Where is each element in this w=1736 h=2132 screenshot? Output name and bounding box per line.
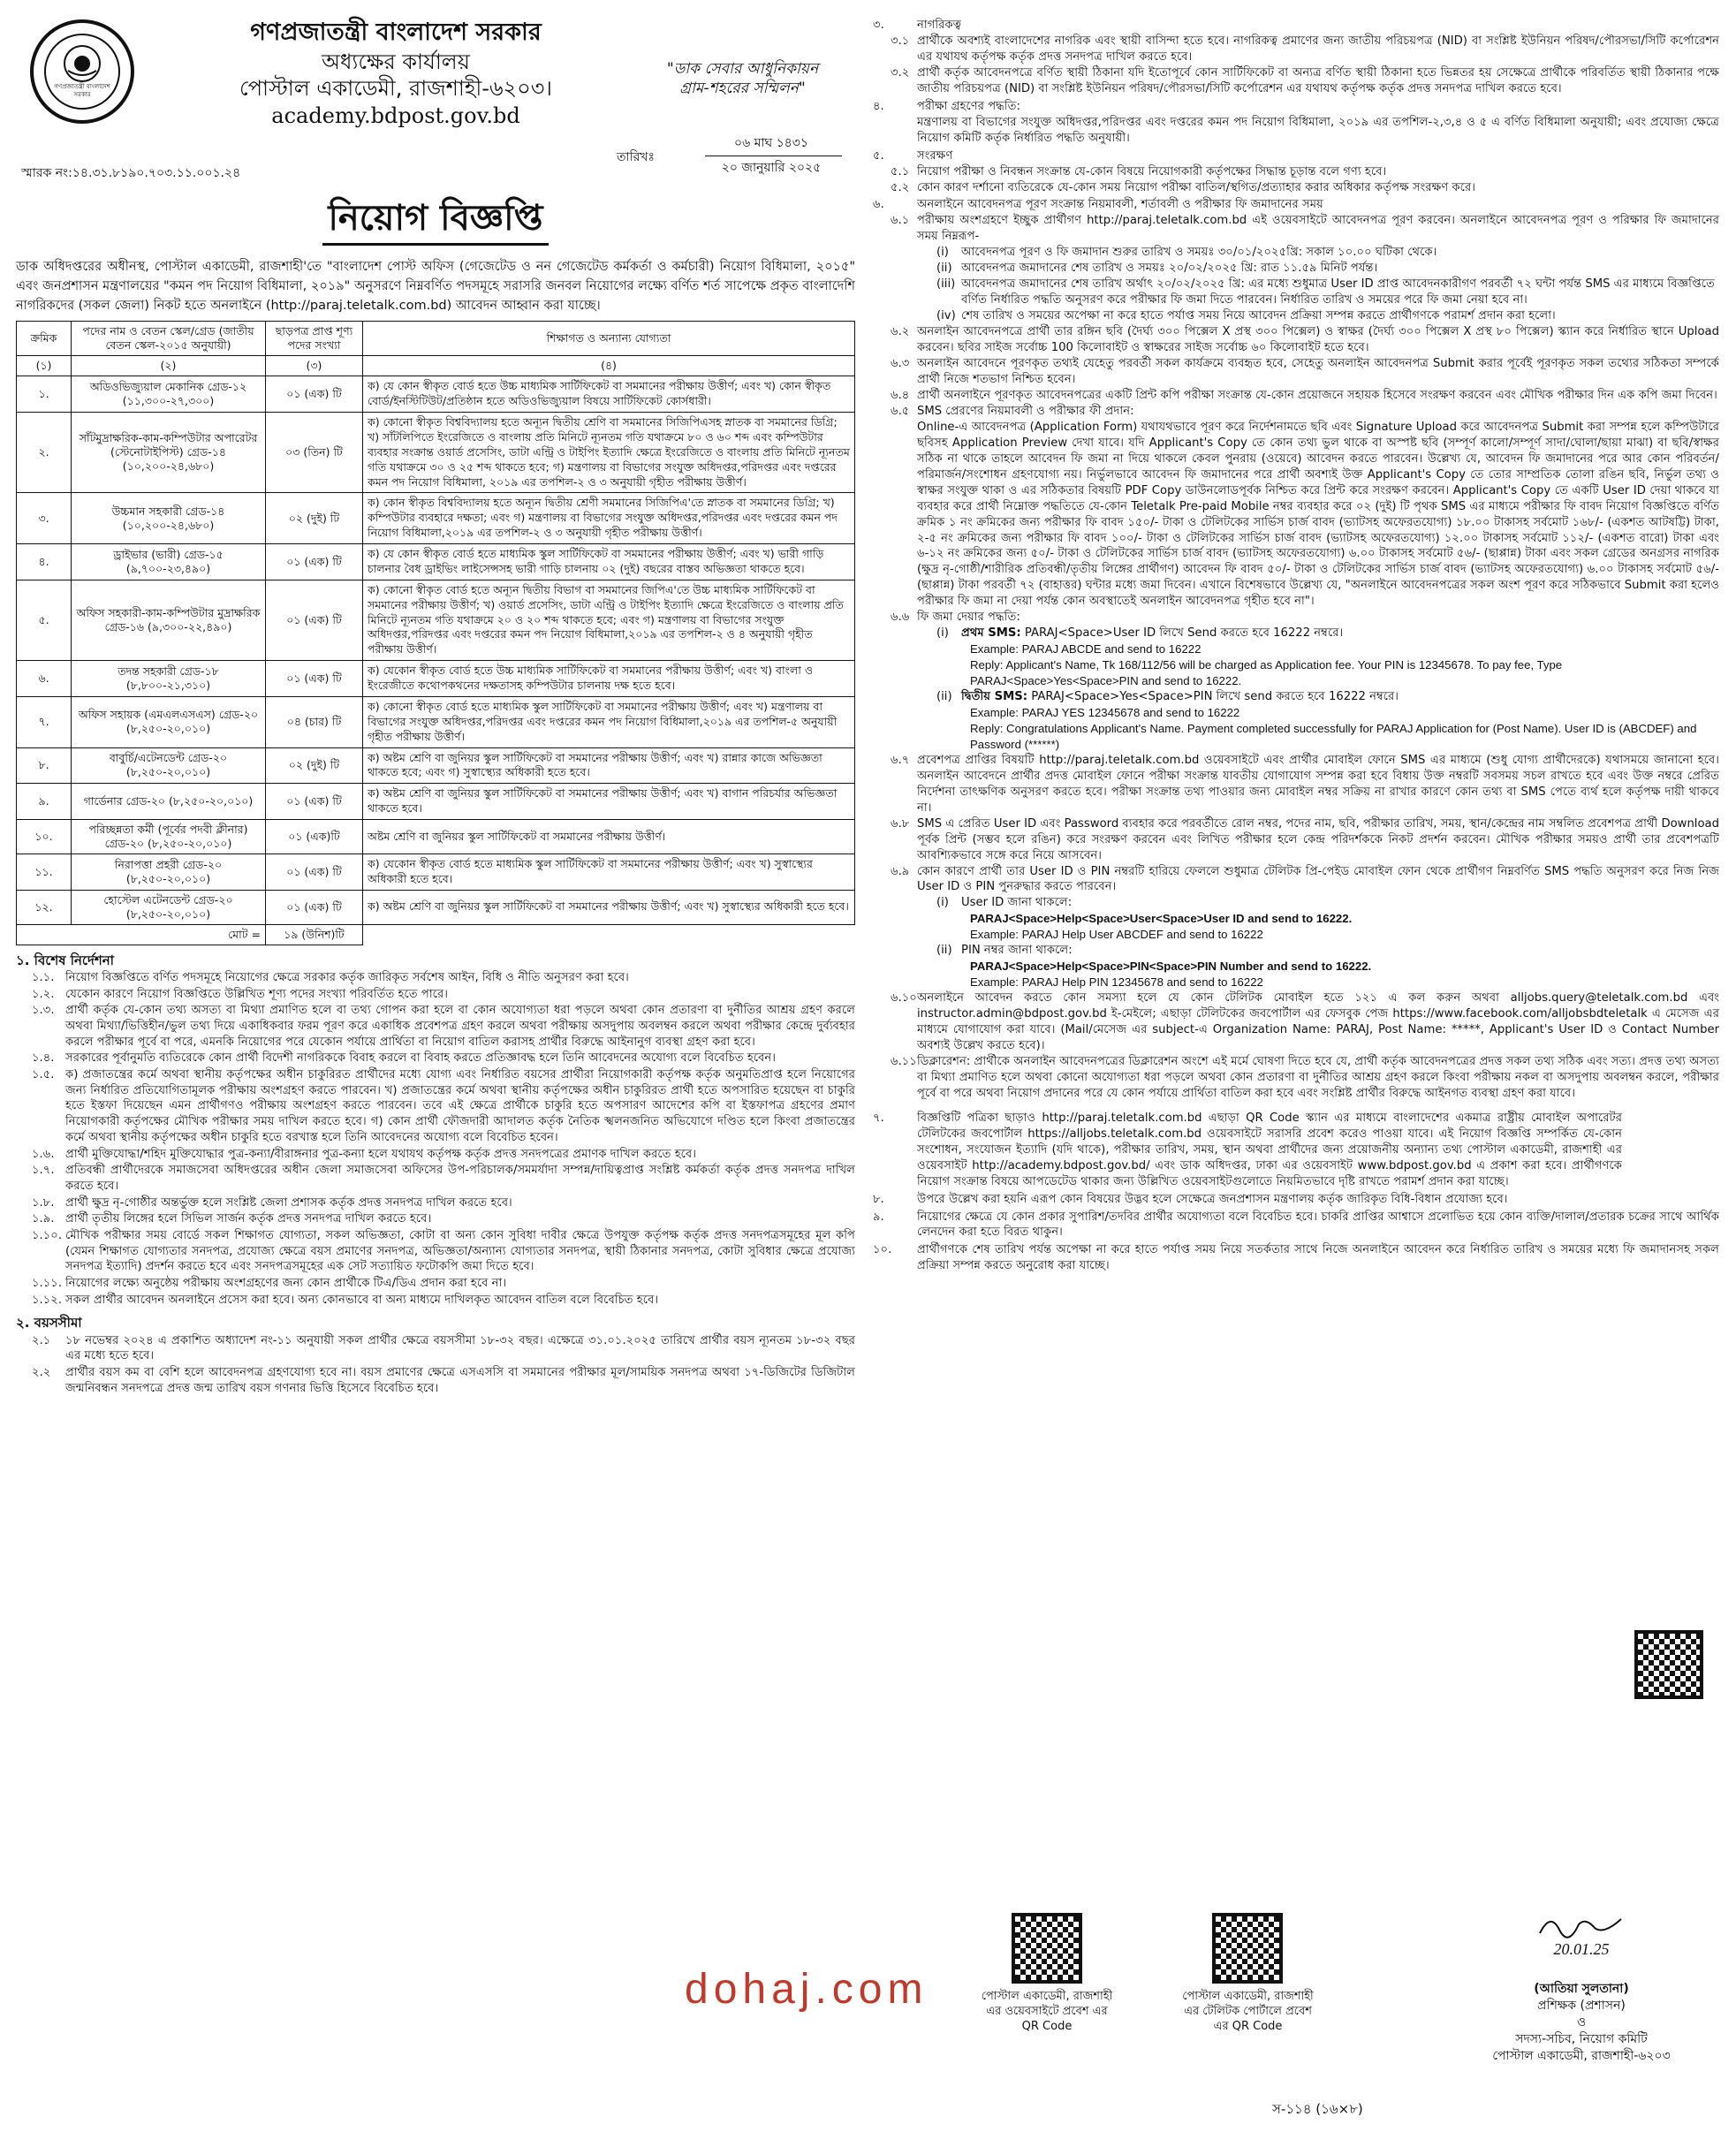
section-7: ৭. বিজ্ঞপ্তিটি পত্রিকা ছাড়াও http://paraj.teletalk.com.bd এছাড়া QR Code স্ক্যান এর মাধ্যমে বাংলাদেশের একমাত্র রাষ্ট্রীয় মোবাইল অপারেটর টেলিটকের জবপোর্টাল https://alljobs.teletalk.com.bd ওয়েবসাইটে সরাসরি প্রবেশ করেও পাওয়া যাবে। এই নিয়োগ বিজ্ঞপ্তি সম্পর্কিত যে-কোন সংশোধন, সংযোজন ইত্যাদি (যদি থাকে), পরীক্ষার তারিখ, সময়, স্থান অথবা প্রার্থীদের জন্য প্রয়োজনীয় অন্যান্য তথ্য পোস্টাল একাডেমী, রাজশাহী এর ওয়েবসাইট http://academy.bdpost.gov.bd/ এবং ডাক অধিদপ্তর, ঢাকা এর ওয়েবসাইট www.bdpost.gov.bd এ প্রকাশ করা হবে। প্রার্থীগণকে নিয়োগ সংক্রান্ত বিষয়ে আপডেটেড থাকার জন্য উল্লিখিত ওয়েবসাইটগুলোতে নিয়মিতভাবে দৃষ্টি রাখতে পরামর্শ প্রদান করা যাচ্ছে। bbox=[873, 1111, 1622, 1188]
sms-1-reply: Reply: Applicant's Name, Tk 168/112/56 will be charged as Application fee. Your PIN is 12345678. To pay fee, Type PARAJ<Space>Yes<Space>PIN and send to 16222. bbox=[970, 658, 1563, 688]
section-8: ৮. উপরে উল্লেখ করা হয়নি এরূপ কোন বিষয়ের উদ্ভব হলে সেক্ষেত্রে জনপ্রশাসন মন্ত্রণালয় কর্তৃক জারিকৃত বিধি-বিধান প্রযোজ্য হবে। bbox=[873, 1192, 1508, 1206]
list-item: (iii) আবেদনপত্র জমাদানের শেষ তারিখ অর্থাৎ ২০/০২/২০২৫ খ্রি: এর মধ্যে শুধুমাত্র User ID প্রাপ্ত আবেদনকারীগণ পরবর্তী ৭২ ঘন্টা পর্যন্ত SMS এর মাধ্যমে বিজ্ঞপ্তিতে বর্ণিত নির্ধারিত পদ্ধতি অনুসরণ করে পরীক্ষার ফি জমা দিতে পারবেন। নির্ধারিত তারিখ ও সময়ের পরে ফি জমা নেয়া হবে না। bbox=[936, 277, 1715, 307]
section-1-list bbox=[16, 970, 855, 1308]
cell-count: ০১ (এক) টি bbox=[266, 661, 363, 697]
cell-serial: ১০. bbox=[17, 820, 72, 854]
section-6-11: ৬.১১ ডিক্লারেশন: প্রার্থীকে অনলাইন আবেদনপত্রের ডিক্লারেশন অংশে এই মর্মে ঘোষণা দিতে হবে যে, প্রার্থী কর্তৃক আবেদনপত্রের প্রদত্ত সকল তথ্য সঠিক এবং সত্য। প্রদত্ত তথ্য অসত্য বা মিথ্যা প্রমাণিত হলে অথবা কোনো অযোগ্যতা ধরা পড়লে অথবা কোন প্রতারণা বা দুর্নীতির আশ্রয় গ্রহণ করলে কিংবা পরীক্ষায় নকল বা অসদুপায় অবলম্বন করলে, পরীক্ষার পূর্বে বা পরে অথবা নিয়োগ প্রদানের পরে যে কোন পর্যায়ে প্রার্থিতা বাতিল করা হবে এবং সংশ্লিষ্ট প্রার্থীর বিরুদ্ধে আইনগত ব্যবস্থা গ্রহণ করা যাবে। bbox=[891, 1054, 1719, 1100]
cell-serial: ১. bbox=[17, 376, 72, 413]
list-item: ৫.২ কোন কারণ দর্শানো ব্যতিরেকে যে-কোন সময় নিয়োগ পরীক্ষা বাতিল/স্থগিত/প্রত্যাহার করার অধিকার কর্তৃপক্ষ সংরক্ষণ করে। bbox=[891, 180, 1475, 194]
cell-qualification: ক) কোন স্বীকৃত বিশ্ববিদ্যালয় হতে অন্যূন দ্বিতীয় শ্রেণী সমমানের সিজিপিএ'তে স্নাতক বা সমমানের ডিগ্রি; খ) কম্পিউটার ব্যবহারে দক্ষতা; এবং গ) মন্ত্রণালয় বা বিভাগের সংযুক্ত অধিদপ্তর,পরিদপ্তর এবং দপ্তরের কমন পদ নিয়োগ বিধিমালা,২০১৯ এর তপশিল-২ ও ৩ অনুযায়ী গৃহীত পরীক্ষায় উত্তীর্ণ। bbox=[363, 493, 855, 544]
list-item: ১.৭. প্রতিবন্ধী প্রার্থীদেরকে সমাজসেবা অধিদপ্তরের অধীন জেলা সমাজসেবা অফিসের উপ-পরিচালক/সমমর্যাদা সম্পন্ন/দায়িত্বপ্রাপ্ত সংশ্লিষ্ট কর্মকর্তা কর্তৃক প্রদত্ত সনদপত্র দাখিল করতে হবে। bbox=[32, 1164, 855, 1193]
col-header-post: পদের নাম ও বেতন স্কেল/গ্রেড (জাতীয় বেতন স্কেল-২০১৫ অনুযায়ী) bbox=[72, 322, 266, 356]
signature-block: 20.01.25 (আতিয়া সুলতানা) প্রশিক্ষক (প্রশাসন) ও সদস্য-সচিব, নিয়োগ কমিটি পোস্টাল একাডেমী, রাজশাহী-৬২০৩ bbox=[1449, 1908, 1714, 2065]
cell-post: উচ্চমান সহকারী গ্রেড-১৪ (১০,২০০-২৪,৬৮০) bbox=[72, 493, 266, 544]
posts-table: ক্রমিক পদের নাম ও বেতন স্কেল/গ্রেড (জাতীয় বেতন স্কেল-২০১৫ অনুযায়ী) ছাড়পত্র প্রাপ্ত শূণ্য পদের সংখ্যা শিক্ষাগত ও অন্যান্য যোগ্যতা (১) (২) (৩) (৪) ১. অডিওভিজ্যুয়াল মেকানিক গ্রেড-১২ (১১,৩০০-২৭,৩০০) ০১ (এক) টি ক) যে কোন স্বীকৃত বোর্ড হতে উচ্চ মাধ্যমিক সার্টিফিকেট বা সমমানের পরীক্ষায় উত্তীর্ণ; এবং খ) কোন স্বীকৃত বোর্ড/ইনস্টিটিউট/প্রতিষ্ঠান হতে অডিওভিজ্যুয়াল বিষয়ে সার্টিফিকেট কোর্সধারী। ২. সাঁটমুদ্রাক্ষরিক-কাম-কম্পিউটার অপারেটর (স্টেনোটাইপিস্ট) গ্রেড-১৪ (১০,২০০-২৪,৬৮০) ০৩ (তিন) টি ক) কোনো স্বীকৃত বিশ্ববিদ্যালয় হতে অন্যূন দ্বিতীয় শ্রেণি বা সমমানের সিজিপিএসহ স্নাতক বা সমমানের ডিগ্রি; খ) সাঁটলিপিতে ইংরেজিতে ও বাংলায় প্রতি মিনিটে ন্যূনতম গতি যথাক্রমে ৮০ ও ৬০ শব্দ এবং কম্পিউটার ব্যবহার সংক্রান্ত ওয়ার্ড প্রসেসিং, ডাটা এন্ট্রি ও টাইপিং ইত্যাদি ক্ষেত্রে ইংরেজিতে ও বাংলায় প্রতি মিনিটে ন্যূনতম গতি যথাক্রমে ৩০ ও ২৫ শব্দ থাকতে হবে; গ) মন্ত্রণালয় বা বিভাগের সংযুক্ত অধিদপ্তর,পরিদপ্তর এবং দপ্তরের কমন পদ নিয়োগ বিধিমালা, ২০১৯ এর তপশিল-২ ও ৩ অনুযায়ী গৃহীত পরীক্ষায় উত্তীর্ণ। ৩. উচ্চমান সহকারী গ্রেড-১৪ (১০,২০০-২৪,৬৮০) ০২ (দুই) টি ক) কোন স্বীকৃত বিশ্ববিদ্যালয় হতে অন্যূন দ্বিতীয় শ্রেণী সমমানের সিজিপিএ'তে স্নাতক বা সমমানের ডিগ্রি; খ) কম্পিউটার ব্যবহারে দক্ষতা; এবং গ) মন্ত্রণালয় বা বিভাগের সংযুক্ত অধিদপ্তর,পরিদপ্তর এবং দপ্তরের কমন পদ নিয়োগ বিধিমালা,২০১৯ এর তপশিল-২ ও ৩ অনুযায়ী গৃহীত পরীক্ষায় উত্তীর্ণ। ৪. ড্রাইভার (ভারী) গ্রেড-১৫ (৯,৭০০-২৩,৪৯০) ০১ (এক) টি ক) যে কোন স্বীকৃত বোর্ড হতে মাধ্যমিক স্কুল সার্টিফিকেট বা সমমানের পরীক্ষায় উত্তীর্ণ; এবং খ) ভারী গাড়ি চালনার বৈধ ড্রাইভিং লাইসেন্সসহ ভারী গাড়ি চালনায় ০২ (দুই) বছরের বাস্তব অভিজ্ঞতা থাকতে হবে। ৫. অফিস সহকারী-কাম-কম্পিউটার মুদ্রাক্ষরিক গ্রেড-১৬ (৯,৩০০-২২,৪৯০) ০১ (এক) টি ক) কোনো স্বীকৃত বোর্ড হতে অন্যূন দ্বিতীয় বিভাগ বা সমমানের জিপিএ'তে উচ্চ মাধ্যমিক সার্টিফিকেট বা সমমানের পরীক্ষায় উত্তীর্ণ; খ) ওয়ার্ড প্রসেসিং, ডাটা এন্ট্রি ও টাইপিং ইত্যাদি ক্ষেত্রে ইংরেজিতে ও বাংলায় প্রতি মিনিটে ন্যূনতম গতি যথাক্রমে ২০ ও ২০ শব্দ থাকতে হবে; এবং গ) মন্ত্রণালয় বা বিভাগের সংযুক্ত অধিদপ্তর,পরিদপ্তর এবং দপ্তরের কমন পদ নিয়োগ বিধিমালা,২০১৯ এর তপশিল-২ ও ৪ অনুযায়ী গৃহীত পরীক্ষায় উত্তীর্ণ। ৬. তদন্ত সহকারী গ্রেড-১৮ (৮,৮০০-২১,৩১০) ০১ (এক) টি ক) যেকোন স্বীকৃত বোর্ড হতে উচ্চ মাধ্যমিক সার্টিফিকেট বা সমমানের পরীক্ষায় উত্তীর্ণ; এবং খ) বাংলা ও ইংরেজীতে কথোপকথনের দক্ষতাসহ কম্পিউটার চালনায় দক্ষ হতে হবে। ৭. অফিস সহায়ক (এমএলএসএস) গ্রেড-২০ (৮,২৫০-২০,০১০) ০৪ (চার) টি ক) কোনো স্বীকৃত বোর্ড হতে মাধ্যমিক স্কুল সার্টিফিকেট বা সমমানের পরীক্ষায় উত্তীর্ণ; এবং খ) মন্ত্রণালয় বা বিভাগের সংযুক্ত অধিদপ্তর,পরিদপ্তর এবং দপ্তরের কমন পদ নিয়োগ বিধিমালা,২০১৯ এর তপশিল-৫ অনুযায়ী গৃহীত পরীক্ষায় উত্তীর্ণ। ৮. বাবুর্চি/এটেনডেন্ট গ্রেড-২০ (৮,২৫০-২০,০১০) ০২ (দুই) টি ক) অষ্টম শ্রেণি বা জুনিয়র স্কুল সার্টিফিকেট বা সমমানের পরীক্ষায় উত্তীর্ণ; এবং খ) রান্নার কাজে অভিজ্ঞতা থাকতে হবে; এবং গ) সুস্বাস্থ্যের অধিকারী হতে হবে। ৯. গার্ডেনার গ্রেড-২০ (৮,২৫০-২০,০১০) ০১ (এক) টি ক) অষ্টম শ্রেণি বা জুনিয়র স্কুল সার্টিফিকেট বা সমমানের পরীক্ষায় উত্তীর্ণ; এবং খ) বাগান পরিচর্যার অভিজ্ঞতা থাকতে হবে। ১০. পরিচ্ছন্নতা কর্মী (পূর্বের পদবী ক্লীনার) গ্রেড-২০ (৮,২৫০-২০,০১০) ০১ (এক)টি অষ্টম শ্রেণি বা জুনিয়র স্কুল সার্টিফিকেট বা সমমানের পরীক্ষায় উত্তীর্ণ। ১১. নিরাপত্তা প্রহরী গ্রেড-২০ (৮,২৫০-২০,০১০) ০১ (এক) টি ক) যেকোন স্বীকৃত বোর্ড হতে মাধ্যমিক স্কুল সার্টিফিকেট বা সমমানের পরীক্ষায় উত্তীর্ণ; এবং খ) সুস্বাস্থ্যের অধিকারী হতে হবে। ১২. হোস্টেল এটেনডেন্ট গ্রেড-২০ (৮,২৫০-২০,০১০) ০১ (এক) টি ক) অষ্টম শ্রেণি বা জুনিয়র স্কুল সার্টিফিকেট বা সমমানের পরীক্ষায় উত্তীর্ণ; এবং খ) সুস্বাস্থ্যের অধিকারী হতে হবে। মোট = ১৯ (উনিশ)টি bbox=[16, 321, 855, 945]
cell-serial: ১১. bbox=[17, 854, 72, 891]
cell-qualification: ক) যে কোন স্বীকৃত বোর্ড হতে উচ্চ মাধ্যমিক সার্টিফিকেট বা সমমানের পরীক্ষায় উত্তীর্ণ; এবং খ) কোন স্বীকৃত বোর্ড/ইনস্টিটিউট/প্রতিষ্ঠান হতে অডিওভিজ্যুয়াল বিষয়ে সার্টিফিকেট কোর্সধারী। bbox=[363, 376, 855, 413]
cell-qualification: ক) কোনো স্বীকৃত বোর্ড হতে মাধ্যমিক স্কুল সার্টিফিকেট বা সমমানের পরীক্ষায় উত্তীর্ণ; এবং খ) মন্ত্রণালয় বা বিভাগের সংযুক্ত অধিদপ্তর,পরিদপ্তর এবং দপ্তরের কমন পদ নিয়োগ বিধিমালা,২০১৯ এর তপশিল-৫ অনুযায়ী গৃহীত পরীক্ষায় উত্তীর্ণ। bbox=[363, 696, 855, 747]
cell-serial: ১২. bbox=[17, 890, 72, 924]
cell-count: ০৪ (চার) টি bbox=[266, 696, 363, 747]
section-6-8: ৬.৮ SMS এ প্রেরিত User ID এবং Password ব্যবহার করে পরবর্তীতে রোল নম্বর, পদের নাম, ছবি, পরীক্ষার তারিখ, সময়, স্থান/কেন্দ্রের নাম সম্বলিত প্রবেশপত্র প্রার্থী Download পূর্বক প্রিন্ট (সম্ভব হলে রঙিন) করে সংরক্ষণ করবেন এবং লিখিত পরীক্ষার হলে কেন্দ্র পরিদর্শককে নিকট প্রদর্শন করবেন। মৌখিক পরীক্ষার সময়ও প্রার্থী তার প্রবেশপত্রটি আবশ্যিকভাবে সঙ্গে করে নিয়ে আসবেন। bbox=[891, 816, 1719, 862]
list-item: ১.১২. সকল প্রার্থীর আবেদন অনলাইনে প্রসেস করা হবে। অন্য কোনভাবে বা অন্য মাধ্যমে দাখিলকৃত আবেদন বাতিল বলে বিবেচিত হবে। bbox=[32, 1293, 659, 1307]
cell-serial: ৪. bbox=[17, 544, 72, 580]
cell-qualification: ক) যেকোন স্বীকৃত বোর্ড হতে উচ্চ মাধ্যমিক সার্টিফিকেট বা সমমানের পরীক্ষায় উত্তীর্ণ; এবং খ) বাংলা ও ইংরেজীতে কথোপকথনের দক্ষতাসহ কম্পিউটার চালনায় দক্ষ হতে হবে। bbox=[363, 661, 855, 697]
list-item: ১.৫. ক) প্রজাতন্ত্রের কর্মে অথবা স্থানীয় কর্তৃপক্ষের অধীন চাকুরিরত প্রার্থীদের মধ্যে যোগ্য এবং নির্ধারিত বয়সের প্রার্থীরা নিয়োগকারী কর্তৃপক্ষ কর্তৃক অনুমতিপ্রাপ্ত হলে নিয়োগের জন্য নির্ধারিত প্রতিযোগিতামূলক পরীক্ষায় অংশগ্রহণ করতে পারবেন। খ) প্রজাতন্ত্রের কর্মে অথবা স্থানীয় কর্তৃপক্ষের অধীন চাকুরিরত প্রার্থী হতে অপসারিত হয়েছেন বা চাকুরি হতে ইস্তফা দিয়েছেন এমন প্রার্থীগণও পরীক্ষায় অংশগ্রহণ করতে পারবেন। তবে এই ক্ষেত্রে প্রার্থীকে চাকুরি হতে অপসারণ আদেশের কপি বা ইস্তফাপত্র গ্রহণের প্রমাণ নিয়োগকারী কর্তৃপক্ষের মৌখিক পরীক্ষার সময় দাখিল করতে হবে। গ) কোন প্রার্থী ফৌজদারী আদালত কর্তৃক নৈতিক স্খলনজনিত অভিযোগে দণ্ডিত হলে কিংবা প্রজাতন্ত্রের কর্মে অথবা স্থানীয় কর্তৃপক্ষের অধীন চাকুরি হতে বরখাস্ত হলে তিনি আবেদনের অযোগ্য বলে বিবেচিত হবেন। bbox=[32, 1068, 855, 1144]
cell-count: ০১ (এক) টি bbox=[266, 544, 363, 580]
table-row bbox=[17, 544, 855, 580]
cell-count: ০২ (দুই) টি bbox=[266, 747, 363, 784]
sms-1: (i) প্রথম SMS: PARAJ<Space>User ID লিখে Send করতে হবে 16222 নম্বরে। bbox=[936, 626, 1344, 641]
list-item: ১.১০. মৌখিক পরীক্ষার সময় বোর্ডে সকল শিক্ষাগত যোগ্যতা, সকল অভিজ্ঞতা, কোটা বা অন্য কোন সুবিধা দাবীর ক্ষেত্রে উপযুক্ত কর্তৃপক্ষ কর্তৃক প্রদত্ত সনদপত্রসমূহের মূল কপি (যেমন শিক্ষাগত যোগ্যতার সনদপত্র, প্রযোজ্য ক্ষেত্রে বয়স প্রমাণের সনদপত্র, অভিজ্ঞতা/অন্যান্য যোগ্যতার সনদপত্র, স্থায়ী ঠিকানার সনদপত্র, কোটা সুবিধার ক্ষেত্রে প্রযোজ্য সনদপত্র ইত্যাদি) প্রদর্শন করতে হবে এবং সনদপত্রসমূহের এক সেট সত্যায়িত ফটোকপি জমা দিতে হবে। bbox=[32, 1228, 855, 1274]
list-item: ৩.২ প্রার্থী কর্তৃক আবেদনপত্রে বর্ণিত স্থায়ী ঠিকানা যদি ইতোপূর্বে কোন সার্টিফিকেট বা অন্যত্র বর্ণিত স্থায়ী ঠিকানা হতে ভিন্নতর হয় সেক্ষেত্রে প্রার্থীকে পরিবর্তিত স্থায়ী ঠিকানার পক্ষে জাতীয় পরিচয়পত্র (NID) বা সংশ্লিষ্ট ইউনিয়ন পরিষদ/পৌরসভা/সিটি কর্পোরেশন এর যথাযথ কর্তৃপক্ষ কর্তৃক প্রদত্ত সনদপত্র দাখিল করতে হবে। bbox=[891, 65, 1719, 95]
intro-paragraph: ডাক অধিদপ্তরের অধীনস্থ, পোস্টাল একাডেমী, রাজশাহী'তে "বাংলাদেশ পোস্ট অফিস (গেজেটেড ও নন গেজেটেড কর্মকর্তা ও কর্মচারী) নিয়োগ বিধিমালা, ২০১৫" এবং জনপ্রশাসন মন্ত্রণালয়ের "কমন পদ নিয়োগ বিধিমালা, ২০১৯" অনুসরণে নিম্নবর্ণিত পদসমূহে সরাসরি জনবল নিয়োগের লক্ষ্যে বর্ণিত শর্ত সাপেক্ষে প্রকৃত বাংলাদেশি নাগরিকদের (সকল জেলা) নিকট হতে অনলাইনে (http://paraj.teletalk.com.bd) আবেদন আহ্বান করা যাচ্ছে। bbox=[16, 260, 855, 313]
section-6-1: ৬.১ পরীক্ষায় অংশগ্রহণে ইচ্ছুক প্রার্থীগণ http://paraj.teletalk.com.bd এই ওয়েবসাইটে আবেদনপত্র পূরণ করবেন। অনলাইনে আবেদনপত্র পূরণ ও পরিক্ষার ফি জমাদানের সময় নিম্নরূপ- bbox=[891, 214, 1719, 244]
cell-post: নিরাপত্তা প্রহরী গ্রেড-২০ (৮,২৫০-২০,০১০) bbox=[72, 854, 266, 891]
total-value: ১৯ (উনিশ)টি bbox=[266, 924, 363, 945]
cell-post: সাঁটমুদ্রাক্ষরিক-কাম-কম্পিউটার অপারেটর (স্টেনোটাইপিস্ট) গ্রেড-১৪ (১০,২০০-২৪,৬৮০) bbox=[72, 413, 266, 493]
section-6-10: ৬.১০ অনলাইনে আবেদন করতে কোন সমস্যা হলে যে কোন টেলিটক মোবাইল হতে ১২১ এ কল করুন অথবা alljobs.query@teletalk.com.bd এবং instructor.admin@bdpost.gov.bd ই-মেইলে; এছাড়া টেলিটকের জবপোর্টাল এর ফেসবুক পেজ https://www.facebook.com/alljobsbdteletalk এ মেসেজ এর মাধ্যমে যোগাযোগ করা যাবে। (Mail/মেসেজ এর subject-এ Organization Name: PARAJ, Post Name: *****, Applicant's User ID ও Contact Number অবশ্যই উল্লেখ করতে হবে)। bbox=[891, 991, 1719, 1052]
table-row bbox=[17, 413, 855, 493]
cell-count: ০১ (এক) টি bbox=[266, 376, 363, 413]
table-row bbox=[17, 784, 855, 820]
cell-serial: ৮. bbox=[17, 747, 72, 784]
recover-pin-cmd: PARAJ<Space>Help<Space>PIN<Space>PIN Number and send to 16222. bbox=[970, 960, 1372, 974]
list-item: (ii) আবেদনপত্র জমাদানের শেষ তারিখ ও সময়ঃ ২০/০২/২০২৫ খ্রি: রাত ১১.৫৯ মিনিট পর্যন্ত। bbox=[936, 262, 1378, 276]
header-title: গণপ্রজাতন্ত্রী বাংলাদেশ সরকার bbox=[250, 19, 542, 46]
watermark: dohaj.com bbox=[685, 1966, 929, 2013]
cell-serial: ৯. bbox=[17, 784, 72, 820]
cell-qualification: ক) কোনো স্বীকৃত বিশ্ববিদ্যালয় হতে অন্যূন দ্বিতীয় শ্রেণি বা সমমানের সিজিপিএসহ স্নাতক বা সমমানের ডিগ্রি; খ) সাঁটলিপিতে ইংরেজিতে ও বাংলায় প্রতি মিনিটে ন্যূনতম গতি যথাক্রমে ৮০ ও ৬০ শব্দ এবং কম্পিউটার ব্যবহার সংক্রান্ত ওয়ার্ড প্রসেসিং, ডাটা এন্ট্রি ও টাইপিং ইত্যাদি ক্ষেত্রে ইংরেজিতে ও বাংলায় প্রতি মিনিটে ন্যূনতম গতি যথাক্রমে ৩০ ও ২৫ শব্দ থাকতে হবে; গ) মন্ত্রণালয় বা বিভাগের সংযুক্ত অধিদপ্তর,পরিদপ্তর এবং দপ্তরের কমন পদ নিয়োগ বিধিমালা, ২০১৯ এর তপশিল-২ ও ৩ অনুযায়ী গৃহীত পরীক্ষায় উত্তীর্ণ। bbox=[363, 413, 855, 493]
list-item: (i) আবেদনপত্র পূরণ ও ফি জমাদান শুরুর তারিখ ও সময়ঃ ৩০/০১/২০২৫খ্রি: সকাল ১০.০০ ঘটিকা থেকে। bbox=[936, 246, 1437, 260]
cell-count: ০১ (এক) টি bbox=[266, 580, 363, 660]
cell-qualification: ক) যেকোন স্বীকৃত বোর্ড হতে মাধ্যমিক স্কুল সার্টিফিকেট বা সমমানের পরীক্ষায় উত্তীর্ণ; এবং খ) সুস্বাস্থ্যের অধিকারী হতে হবে। bbox=[363, 854, 855, 891]
reference-number: স্মারক নং:১৪.৩১.৮১৯০.৭০৩.১১.০০১.২৪ bbox=[21, 166, 241, 180]
sms-2: (ii) দ্বিতীয় SMS: PARAJ<Space>Yes<Space>PIN লিখে send করতে হবে 16222 নম্বরে। bbox=[936, 690, 1399, 704]
section-1-heading: ১. বিশেষ নির্দেশনা bbox=[16, 952, 115, 968]
col-header-count: ছাড়পত্র প্রাপ্ত শূণ্য পদের সংখ্যা bbox=[266, 322, 363, 356]
date-bangla: ০৬ মাঘ ১৪৩১ bbox=[734, 136, 808, 150]
recover-user-id: (i) User ID জানা থাকলে: bbox=[936, 896, 1073, 910]
table-row bbox=[17, 820, 855, 854]
cell-serial: ২. bbox=[17, 413, 72, 493]
list-item: ২.১ ১৮ নভেম্বর ২০২৪ এ প্রকাশিত অধ্যাদেশ নং-১১ অনুযায়ী সকল প্রার্থীর ক্ষেত্রে বয়সসীমা ১৮-৩২ বছর। এক্ষেত্রে ৩১.০১.২০২৫ তারিখে প্রার্থীর বয়স ন্যূনতম ১৮-৩২ বছর এর মধ্যে হতে হবে। bbox=[32, 1333, 855, 1363]
header-title-block bbox=[201, 18, 590, 130]
footer-code: স-১১৪ (১৬×৮) bbox=[1272, 2101, 1363, 2117]
section-2-heading: ২. বয়সসীমা bbox=[16, 1315, 82, 1332]
signature-icon bbox=[1533, 1908, 1630, 1940]
list-item: ১.৩. প্রার্থী কর্তৃক যে-কোন তথ্য অসত্য বা মিথ্যা প্রমাণিত হলে বা তথ্য গোপন করা হলে বা কোন অযোগ্যতা ধরা পড়লে অথবা কোন প্রতারণা বা দুর্নীতির আশ্রয় গ্রহণ করলে অথবা মিথ্যা/ভিত্তিহীন/ভুল তথ্য দিয়ে একাধিকবার ফরম পূরণ করে একাধিক প্রবেশপত্র গ্রহণ করলে অথবা পরীক্ষায় অসদুপায় অবলম্বন করলে অথবা পরীক্ষার কেন্দ্রে দুর্ব্যবহার করলে পরীক্ষার পূর্বে বা পরে, এমনকি নিয়োগের পরে যেকোন পর্যায়ে প্রার্থিতা বা নিয়োগ বাতিল করাসহ প্রার্থীর বিরুদ্ধে আইনানুগ ব্যবস্থা গ্রহণ করা হবে। bbox=[32, 1004, 855, 1049]
cell-qualification: ক) অষ্টম শ্রেণি বা জুনিয়র স্কুল সার্টিফিকেট বা সমমানের পরীক্ষায় উত্তীর্ণ; এবং খ) বাগান পরিচর্যার অভিজ্ঞতা থাকতে হবে। bbox=[363, 784, 855, 820]
section-6-9: ৬.৯ কোন কারণে প্রার্থী তার User ID ও PIN নম্বরটি হারিয়ে ফেললে শুধুমাত্র টেলিটক প্রি-পেইড মোবাইল ফোন থেকে প্রার্থীগণ নিম্নবর্ণিত SMS পদ্ধতি অনুসরণ করে নিজ নিজ User ID ও PIN পুনরুদ্ধার করতে পারবেন। bbox=[891, 864, 1719, 894]
qr-2-caption: পোস্টাল একাডেমী, রাজশাহী এর টেলিটক পোর্টালে প্রবেশ এর QR Code bbox=[1182, 1990, 1314, 2033]
col-header-qualification: শিক্ষাগত ও অন্যান্য যোগ্যতা bbox=[363, 322, 855, 356]
list-item: ১.১. নিয়োগ বিজ্ঞপ্তিতে বর্ণিত পদসমূহে নিয়োগের ক্ষেত্রে সরকার কর্তৃক জারিকৃত সর্বশেষ আইন, বিধি ও নীতি অনুসরণ করা হবে। bbox=[32, 970, 629, 984]
table-row bbox=[17, 493, 855, 544]
left-column bbox=[16, 16, 855, 1396]
table-row bbox=[17, 854, 855, 891]
section-6-2: ৬.২ অনলাইন আবেদনপত্রে প্রার্থী তার রঙ্গিন ছবি (দৈর্ঘ্য ৩০০ পিক্সেল X প্রস্থ ৩০০ পিক্সেল) ও স্বাক্ষর (দৈর্ঘ্য ৩০০ পিক্সেল X প্রস্থ ৮০ পিক্সেল) স্ক্যান করে নির্ধারিত স্থানে Upload করবেন। ছবির সাইজ সর্বোচ্চ 100 কিলোবাইট ও স্বাক্ষরের সাইজ সর্বোচ্চ ৬০ কিলোবাইট হতে হবে। bbox=[891, 325, 1719, 355]
cell-serial: ৭. bbox=[17, 696, 72, 747]
teletalk-qr-code-icon bbox=[1634, 1630, 1703, 1699]
signature-date: 20.01.25 bbox=[1553, 1939, 1610, 1958]
cell-post: অফিস সহায়ক (এমএলএসএস) গ্রেড-২০ (৮,২৫০-২০,০১০) bbox=[72, 696, 266, 747]
list-item: (iv) শেষ তারিখ ও সময়ের অপেক্ষা না করে হাতে পর্যাপ্ত সময় নিয়ে আবেদন প্রক্রিয়া সম্পন্ন করতে প্রার্থীগণকে পরামর্শ প্রদান করা হলো। bbox=[936, 309, 1556, 323]
section-6-6-heading: ৬.৬ ফি জমা দেয়ার পদ্ধতি: bbox=[891, 611, 1020, 625]
section-3-heading: ৩. নাগরিকত্ব bbox=[873, 19, 961, 32]
date-english: ২০ জানুয়ারি ২০২৫ bbox=[721, 161, 822, 175]
section-6-5-heading: ৬.৫ SMS প্রেরণের নিয়মাবলী ও পরীক্ষার ফী প্রদান: bbox=[891, 404, 1134, 418]
right-column bbox=[873, 16, 1719, 1274]
section-4-heading: ৪. পরীক্ষা গ্রহণের পদ্ধতি: bbox=[873, 99, 1020, 113]
section-6-4: ৬.৪ প্রার্থী অনলাইনে পূরণকৃত আবেদনপত্রের একটি প্রিন্ট কপি পরীক্ষা সংক্রান্ত যে-কোন প্রয়োজনে সহায়ক হিসেবে সংরক্ষণ করবেন এবং মৌখিক পরীক্ষার দিন এক কপি জমা দিবেন। bbox=[891, 388, 1717, 402]
cell-count: ০১ (এক)টি bbox=[266, 820, 363, 854]
cell-post: অডিওভিজ্যুয়াল মেকানিক গ্রেড-১২ (১১,৩০০-২৭,৩০০) bbox=[72, 376, 266, 413]
table-row bbox=[17, 890, 855, 924]
cell-post: বাবুর্চি/এটেনডেন্ট গ্রেড-২০ (৮,২৫০-২০,০১০) bbox=[72, 747, 266, 784]
recover-pin-example: Example: PARAJ Help PIN 12345678 and send to 16222 bbox=[970, 975, 1263, 990]
table-row bbox=[17, 747, 855, 784]
table-row bbox=[17, 376, 855, 413]
portal-qr-code-icon bbox=[1212, 1913, 1283, 1984]
cell-serial: ৩. bbox=[17, 493, 72, 544]
sms-2-reply: Reply: Congratulations Applicant's Name. Payment completed successfully for PARAJ Application for (Post Name). User ID is (ABCDEF) and Password (******) bbox=[970, 721, 1697, 751]
cell-qualification: ক) কোনো স্বীকৃত বোর্ড হতে অন্যূন দ্বিতীয় বিভাগ বা সমমানের জিপিএ'তে উচ্চ মাধ্যমিক সার্টিফিকেট বা সমমানের পরীক্ষায় উত্তীর্ণ; খ) ওয়ার্ড প্রসেসিং, ডাটা এন্ট্রি ও টাইপিং ইত্যাদি ক্ষেত্রে ইংরেজিতে ও বাংলায় প্রতি মিনিটে ন্যূনতম গতি যথাক্রমে ২০ ও ২০ শব্দ থাকতে হবে; এবং গ) মন্ত্রণালয় বা বিভাগের সংযুক্ত অধিদপ্তর,পরিদপ্তর এবং দপ্তরের কমন পদ নিয়োগ বিধিমালা,২০১৯ এর তপশিল-২ ও ৪ অনুযায়ী গৃহীত পরীক্ষায় উত্তীর্ণ। bbox=[363, 580, 855, 660]
recover-user-id-cmd: PARAJ<Space>Help<Space>User<Space>User ID and send to 16222. bbox=[970, 912, 1353, 926]
col-header-serial: ক্রমিক bbox=[17, 322, 72, 356]
cell-count: ০১ (এক) টি bbox=[266, 890, 363, 924]
section-3-list bbox=[873, 34, 1719, 97]
cell-qualification: ক) অষ্টম শ্রেণি বা জুনিয়র স্কুল সার্টিফিকেট বা সমমানের পরীক্ষায় উত্তীর্ণ; এবং খ) সুস্বাস্থ্যের অধিকারী হতে হবে। bbox=[363, 890, 855, 924]
recover-user-id-example: Example: PARAJ Help User ABCDEF and send to 16222 bbox=[970, 928, 1263, 942]
signer-role: সদস্য-সচিব, নিয়োগ কমিটি bbox=[1515, 2031, 1648, 2046]
header-academy: পোস্টাল একাডেমী, রাজশাহী-৬২০৩। bbox=[239, 76, 552, 102]
header-office: অধ্যক্ষের কার্যালয় bbox=[322, 49, 470, 74]
section-6-1-list bbox=[873, 245, 1719, 324]
section-9: ৯. নিয়োগের ক্ষেত্রে যে কোন প্রকার সুপারিশ/তদবির প্রার্থীর অযোগ্যতা বলে বিবেচিত হবে। চাকরি প্রাপ্তির আশ্বাসে প্রলোভিত হয়ে কোন ব্যক্তি/দালাল/প্রতারক চক্রের সাথে আর্থিক লেনদেন করা হতে বিরত থাকুন। bbox=[873, 1210, 1719, 1240]
section-6-7: ৬.৭ প্রবেশপত্র প্রাপ্তির বিষয়টি http://paraj.teletalk.com.bd ওয়েবসাইটে এবং প্রার্থীর মোবাইল ফোনে SMS এর মাধ্যমে (শুধু যোগ্য প্রার্থীদেরকে) যথাসময়ে জানানো হবে। অনলাইন আবেদনে প্রার্থীর প্রদত্ত মোবাইল ফোনে পরীক্ষা সংক্রান্ত যাবতীয় যোগাযোগ সম্পন্ন করা হবে বিধায় উক্ত নম্বরটি সবসময় সচল রাখতে হবে এবং উক্ত নম্বরে প্রেরিত নির্দেশনা তাৎক্ষণিক অনুসরণ করতে হবে। পরীক্ষা সংক্রান্ত তথ্য পাওয়ার জন্য মোবাইল নম্বর সক্রিয় না রাখার কারণে কোন তথ্য বা SMS পেতে ব্যর্থ হলে কর্তৃপক্ষ দায়ী থাকবে না। bbox=[891, 753, 1719, 815]
list-item: ৩.১ প্রার্থীকে অবশ্যই বাংলাদেশের নাগরিক এবং স্থায়ী বাসিন্দা হতে হবে। নাগরিকত্ব প্রমাণের জন্য জাতীয় পরিচয়পত্র (NID) বা সংশ্লিষ্ট ইউনিয়ন পরিষদ/পৌরসভা/সিটি কর্পোরেশন এর যথাযথ কর্তৃপক্ষ কর্তৃক প্রদত্ত সনদপত্র দাখিল করতে হবে। bbox=[891, 34, 1719, 64]
table-row bbox=[17, 580, 855, 660]
website-qr-code-icon bbox=[1012, 1913, 1082, 1984]
signer-title: প্রশিক্ষক (প্রশাসন) bbox=[1537, 1999, 1626, 2014]
cell-post: ড্রাইভার (ভারী) গ্রেড-১৫ (৯,৭০০-২৩,৪৯০) bbox=[72, 544, 266, 580]
section-6-heading: ৬. অনলাইনে আবেদনপত্র পূরণ সংক্রান্ত নিয়মাবলী, শর্তাবলী ও পরীক্ষার ফি জমাদানের সময় bbox=[873, 198, 1323, 212]
section-6-3: ৬.৩ অনলাইন আবেদনে পূরণকৃত তথ্যই যেহেতু পরবর্তী সকল কার্যক্রমে ব্যবহৃত হবে, সেহেতু অনলাইন আবেদনপত্র Submit করার পূর্বেই পূরণকৃত সকল তথ্যের সঠিকতা সম্পর্কে প্রার্থী নিজে শতভাগ নিশ্চিত হবেন। bbox=[891, 357, 1719, 386]
cell-count: ০১ (এক) টি bbox=[266, 854, 363, 891]
header bbox=[16, 16, 855, 193]
total-label: মোট = bbox=[17, 924, 266, 945]
cell-count: ০২ (দুই) টি bbox=[266, 493, 363, 544]
list-item: ১.৮. প্রার্থী ক্ষুদ্র নৃ-গোষ্ঠীর অন্তর্ভুক্ত হলে সংশ্লিষ্ট জেলা প্রশাসক কর্তৃক প্রদত্ত সনদপত্র দাখিল করতে হবে। bbox=[32, 1195, 512, 1210]
cell-post: পরিচ্ছন্নতা কর্মী (পূর্বের পদবী ক্লীনার) গ্রেড-২০ (৮,২৫০-২০,০১০) bbox=[72, 820, 266, 854]
cell-post: অফিস সহকারী-কাম-কম্পিউটার মুদ্রাক্ষরিক গ্রেড-১৬ (৯,৩০০-২২,৪৯০) bbox=[72, 580, 266, 660]
qr-1-caption: পোস্টাল একাডেমী, রাজশাহী এর ওয়েবসাইটে প্রবেশ এর QR Code bbox=[981, 1990, 1113, 2033]
section-6-5: Online-এ আবেদনপত্র (Application Form) যথাযথভাবে পূরণ করে নির্দেশনামতে ছবি এবং Signature Upload করে আবেদনপত্র Submit করা সম্পন্ন হলে কম্পিউটারে ছবিসহ Application Preview দেখা যাবে। যদি Applicant's Copy তে কোন তথ্য ভুল থাকে বা অস্পষ্ট ছবি (সম্পূর্ণ কালো/সম্পূর্ণ সাদা/ঘোলা/ছায়া মাঝা) বা ছবি/স্বাক্ষর সঠিক না থাকে তাহলে আবেদন ফি জমা না দিয়ে থাকলে কেবল পুনরায় (ওয়েবে) আবেদন করতে পারবেন। উল্লেখ্য যে, আবেদন ফি জমাদানের পরে আর কোন পরিবর্তন/পরিমার্জন/সংশোধন গ্রহণযোগ্য নয়। নির্ভুলভাবে আবেদন ফি জমাদানের পরে প্রার্থী অবশ্যই উক্ত Applicant's Copy তে তোর সাম্প্রতিক তোলা রঙিন ছবি, নির্ভুল তথ্য ও স্বাক্ষর সংযুক্ত থাকা ও এর সঠিকতার বিষয়টি PDF Copy ডাউনলোডপূর্বক নিশ্চিত করে প্রিন্ট করে সংরক্ষণ করবেন। Applicant's Copy তে একটি User ID দেয়া থাকবে যা ব্যবহার করে প্রার্থী নিম্নোক্ত পদ্ধতিতে যে-কোন Teletalk Pre-paid Mobile নম্বর ব্যবহার করে ০২ (দুই) টি পৃথক SMS এর মাধ্যমে পরীক্ষার ফি বাবদ নিয়োগ বিজ্ঞপ্তিতে বর্ণিত ক্রমিক ১ নং ক্রমিকের জন্য পরীক্ষার ফি বাবদ ১৫০/- টাকা ও টেলিটকের সার্ভিস চার্জ বাবদ (ভ্যাটসহ অফেরতযোগ্য) ১৮.০০ টাকাসহ সর্বমোট ১৬৮/- (একশত আটষট্টি) টাকা, ২-৫ নং ক্রমিকের জন্য পরীক্ষার ফি বাবদ ১০০/- টাকা ও টেলিটকের সার্ভিস চার্জ বাবদ (ভ্যাটসহ অফেরতযোগ্য) ১২.০০ টাকাসহ সর্বমোট ১১২/- (একশত বারো) টাকা এবং ৬-১২ নং ক্রমিকের জন্য ৫০/- টাকা ও টেলিটকের সার্ভিস চার্জ বাবদ (ভ্যাটসহ অফেরতযোগ্য) ৬.০০ টাকাসহ সর্বমোট ৫৬/- (ছাপ্পান্ন) টাকা এবং সকল গ্রেডের অনগ্রসর নাগরিক (ক্ষুদ্র নৃ-গোষ্ঠী/শারীরিক প্রতিবন্ধী/তৃতীয় লিঙ্গের প্রার্থীগণ) আবেদন ফি বাবদ ৫০/- টাকা ও টেলিটকের সার্ভিস চার্জ বাবদ (ভ্যাটসহ অফেরতযোগ্য) ৬.০০ টাকাসহ সর্বমোট ৫৬/- (ছাপ্পান্ন) টাকা পরবর্তী ৭২ (বাহাত্তর) ঘন্টার মধ্যে জমা দিবেন। এখানে বিশেষভাবে উল্লেখ্য যে, "অনলাইনে আবেদনপত্রের সকল অংশ পূরণ করে সঠিকভাবে Submit করা হলেও পরীক্ষার ফি জমা না দেয়া পর্যন্ত কোন অবস্থাতেই অনলাইন আবেদনপত্র গৃহীত হবে না"। bbox=[917, 420, 1719, 609]
date-label: তারিখঃ bbox=[617, 150, 655, 164]
sms-2-example: Example: PARAJ YES 12345678 and send to 16222 bbox=[970, 705, 1240, 719]
cell-qualification: ক) যে কোন স্বীকৃত বোর্ড হতে মাধ্যমিক স্কুল সার্টিফিকেট বা সমমানের পরীক্ষায় উত্তীর্ণ; এবং খ) ভারী গাড়ি চালনার বৈধ ড্রাইভিং লাইসেন্সসহ ভারী গাড়ি চালনায় ০২ (দুই) বছরের বাস্তব অভিজ্ঞতা থাকতে হবে। bbox=[363, 544, 855, 580]
signer-org: পোস্টাল একাডেমী, রাজশাহী-৬২০৩ bbox=[1492, 2048, 1671, 2063]
section-5-list bbox=[873, 164, 1719, 196]
section-10: ১০. প্রার্থীগণকে শেষ তারিখ পর্যন্ত অপেক্ষা না করে হাতে পর্যাপ্ত সময় নিয়ে সতর্কতার সাথে নিজে অনলাইনে আবেদন করে নির্ধারিত তারিখ ও সময়ের মধ্যে ফি জমাদানসহ সকল প্রক্রিয়া সম্পন্ন করতে অনুরোধ করা যাচ্ছে। bbox=[873, 1243, 1719, 1273]
cell-post: তদন্ত সহকারী গ্রেড-১৮ (৮,৮০০-২১,৩১০) bbox=[72, 661, 266, 697]
cell-qualification: ক) অষ্টম শ্রেণি বা জুনিয়র স্কুল সার্টিফিকেট বা সমমানের পরীক্ষায় উত্তীর্ণ; এবং খ) রান্নার কাজে অভিজ্ঞতা থাকতে হবে; এবং গ) সুস্বাস্থ্যের অধিকারী হতে হবে। bbox=[363, 747, 855, 784]
cell-serial: ৬. bbox=[17, 661, 72, 697]
recover-pin: (ii) PIN নম্বর জানা থাকলে: bbox=[936, 944, 1073, 958]
notice-title: নিয়োগ বিজ্ঞপ্তি bbox=[16, 196, 855, 253]
list-item: ১.৪. সরকারের পূর্বানুমতি ব্যতিরেকে কোন প্রার্থী বিদেশী নাগরিককে বিবাহ করলে বা বিবাহ করতে প্রতিজ্ঞাবদ্ধ হলে তিনি আবেদনের অযোগ্য বলে বিবেচিত হবেন। bbox=[32, 1051, 776, 1066]
cell-post: গার্ডেনার গ্রেড-২০ (৮,২৫০-২০,০১০) bbox=[72, 784, 266, 820]
slogan: "ডাক সেবার আধুনিকায়ন গ্রাম-শহরের সম্মিলন" bbox=[666, 60, 819, 97]
list-item: ৫.১ নিয়োগ পরীক্ষা ও নিবন্ধন সংক্রান্ত যে-কোন বিষয়ে নিয়োগকারী কর্তৃপক্ষের সিদ্ধান্ত চূড়ান্ত বলে গণ্য হবে। bbox=[891, 164, 1387, 178]
cell-qualification: অষ্টম শ্রেণি বা জুনিয়র স্কুল সার্টিফিকেট বা সমমানের পরীক্ষায় উত্তীর্ণ। bbox=[363, 820, 855, 854]
table-row bbox=[17, 661, 855, 697]
cell-post: হোস্টেল এটেনডেন্ট গ্রেড-২০ (৮,২৫০-২০,০১০) bbox=[72, 890, 266, 924]
section-5-heading: ৫. সংরক্ষণ bbox=[873, 148, 953, 163]
list-item: ১.৯. প্রার্থী তৃতীয় লিঙ্গের হলে সিভিল সার্জন কর্তৃক প্রদত্ত সনদপত্র দাখিল করতে হবে। bbox=[32, 1212, 432, 1226]
government-seal-icon bbox=[30, 19, 134, 124]
list-item: ১.৬. প্রার্থী মুক্তিযোদ্ধা/শহিদ মুক্তিযোদ্ধার পুত্র-কন্যা/বীরাঙ্গনার পুত্র-কন্যা হলে যথাযথ কর্তৃপক্ষ কর্তৃক প্রদত্ত সনদপত্রের প্রমাণক দাখিল করতে হবে। bbox=[32, 1147, 696, 1161]
section-4-text: মন্ত্রণালয় বা বিভাগের সংযুক্ত অধিদপ্তর,পরিদপ্তর এবং দপ্তরের কমন পদ নিয়োগ বিধিমালা, ২০১৯ এর তপশিল-২,৩,৪ ও ৫ এ বর্ণিত বিধিমালা অনুযায়ী; এবং প্রযোজ্য ক্ষেত্রে নিয়োগ কমিটি কর্তৃক নির্ধারিত পদ্ধতি অনুযায়ী। bbox=[917, 115, 1719, 145]
cell-serial: ৫. bbox=[17, 580, 72, 660]
sms-1-example: Example: PARAJ ABCDE and send to 16222 bbox=[970, 642, 1202, 656]
list-item: ১.২. যেকোন কারণে নিয়োগ বিজ্ঞপ্তিতে উল্লিখিত শূণ্য পদের সংখ্যা পরিবর্তিত হতে পারে। bbox=[32, 987, 448, 1001]
list-item: ১.১১. নিয়োগের লক্ষ্যে অনুষ্ঠেয় পরীক্ষায় অংশগ্রহণের জন্য কোন প্রার্থীকে টিএ/ডিএ প্রদান করা হবে না। bbox=[32, 1277, 507, 1290]
seal-text: গণপ্রজাতন্ত্রী বাংলাদেশ সরকার bbox=[54, 83, 110, 98]
header-website: academy.bdpost.gov.bd bbox=[271, 102, 520, 128]
cell-count: ০১ (এক) টি bbox=[266, 784, 363, 820]
list-item: ২.২ প্রার্থীর বয়স কম বা বেশি হলে আবেদনপত্র গ্রহণযোগ্য হবে না। বয়স প্রমাণের ক্ষেত্রে এসএসসি বা সমমানের পরীক্ষার মূল/সাময়িক সনদপত্র অথবা ১৭-ডিজিটের ডিজিটাল জন্মনিবন্ধন সনদপত্রে প্রদত্ত জন্ম তারিখ বয়স গণনার ভিত্তি হিসেবে বিবেচিত হবে। bbox=[32, 1365, 855, 1395]
cell-count: ০৩ (তিন) টি bbox=[266, 413, 363, 493]
section-2-list bbox=[16, 1333, 855, 1397]
signer-name: (আতিয়া সুলতানা) bbox=[1534, 1982, 1629, 1997]
table-row bbox=[17, 696, 855, 747]
